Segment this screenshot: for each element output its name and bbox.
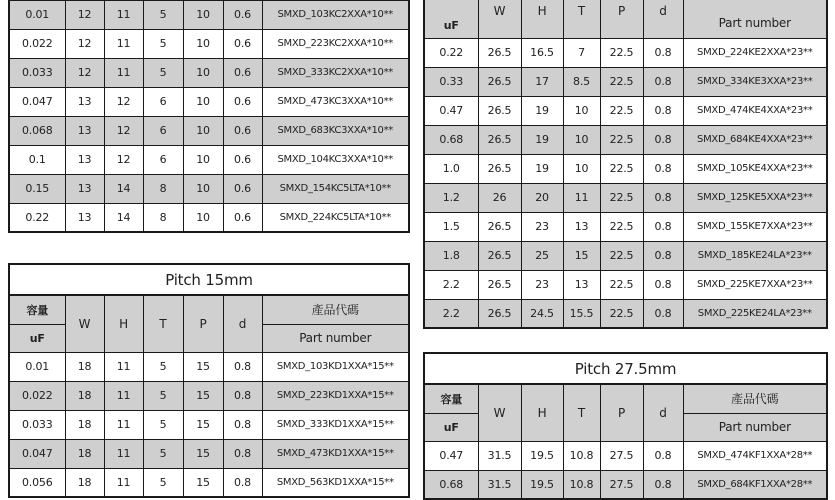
table-row <box>9 87 409 116</box>
h-header: H <box>521 0 563 38</box>
table-row <box>424 38 827 67</box>
part-number-cell: SMXD_334KE3XXA*23** <box>683 67 827 96</box>
t-cell: 5 <box>143 381 183 410</box>
part-header-en: Part number <box>683 413 827 441</box>
table-row <box>9 29 409 58</box>
w-cell: 12 <box>65 29 104 58</box>
h-cell: 23 <box>521 212 563 241</box>
h-cell: 19.5 <box>521 441 563 470</box>
t-cell: 10 <box>563 96 600 125</box>
part-number-cell: SMXD_223KC2XXA*10** <box>262 29 409 58</box>
part-number-cell: SMXD_154KC5LTA*10** <box>262 174 409 203</box>
part-number-cell: SMXD_224KC5LTA*10** <box>262 203 409 232</box>
h-cell: 19 <box>521 96 563 125</box>
h-cell: 12 <box>104 87 143 116</box>
p-header: P <box>600 0 643 38</box>
d-cell: 0.8 <box>643 470 683 499</box>
capacity-cell: 0.22 <box>9 203 65 232</box>
capacity-cell: 0.022 <box>9 381 65 410</box>
table-row <box>424 441 827 470</box>
w-cell: 26.5 <box>478 299 521 328</box>
w-cell: 26.5 <box>478 212 521 241</box>
d-cell: 0.8 <box>643 38 683 67</box>
t-cell: 6 <box>143 145 183 174</box>
d-cell: 0.6 <box>223 145 262 174</box>
t-header: T <box>143 295 183 352</box>
capacity-cell: 0.01 <box>9 0 65 29</box>
w-cell: 26.5 <box>478 270 521 299</box>
h-cell: 25 <box>521 241 563 270</box>
capacity-cell: 0.47 <box>424 441 478 470</box>
t-header: T <box>563 0 600 38</box>
t-header: T <box>563 384 600 441</box>
capacity-cell: 0.033 <box>9 410 65 439</box>
w-cell: 18 <box>65 468 104 497</box>
table-row <box>9 203 409 232</box>
capacity-cell: 1.0 <box>424 154 478 183</box>
t-cell: 6 <box>143 116 183 145</box>
capacity-cell: 0.01 <box>9 352 65 381</box>
part-number-cell: SMXD_105KE4XXA*23** <box>683 154 827 183</box>
table-row <box>424 470 827 499</box>
pitch275-table <box>423 352 828 500</box>
d-cell: 0.8 <box>643 441 683 470</box>
p-cell: 22.5 <box>600 125 643 154</box>
w-cell: 18 <box>65 439 104 468</box>
h-cell: 11 <box>104 352 143 381</box>
d-cell: 0.6 <box>223 174 262 203</box>
t-cell: 8.5 <box>563 67 600 96</box>
capacity-cell: 1.8 <box>424 241 478 270</box>
t-cell: 5 <box>143 58 183 87</box>
part-header-en: Part number <box>262 324 409 352</box>
part-number-cell: SMXD_473KD1XXA*15** <box>262 439 409 468</box>
t-cell: 10.8 <box>563 441 600 470</box>
capacity-cell: 0.68 <box>424 470 478 499</box>
capacity-cell: 0.68 <box>424 125 478 154</box>
w-cell: 26.5 <box>478 241 521 270</box>
w-header: W <box>478 0 521 38</box>
h-cell: 11 <box>104 58 143 87</box>
capacity-unit-header: uF <box>424 0 478 38</box>
capacity-cell: 1.2 <box>424 183 478 212</box>
d-cell: 0.6 <box>223 58 262 87</box>
d-cell: 0.8 <box>643 125 683 154</box>
w-cell: 18 <box>65 352 104 381</box>
w-cell: 13 <box>65 116 104 145</box>
w-cell: 12 <box>65 0 104 29</box>
capacity-cell: 0.068 <box>9 116 65 145</box>
w-cell: 26.5 <box>478 125 521 154</box>
p-cell: 22.5 <box>600 67 643 96</box>
p-cell: 10 <box>183 29 223 58</box>
p-header: P <box>600 384 643 441</box>
pitch15-table <box>8 263 410 498</box>
t-cell: 15.5 <box>563 299 600 328</box>
table-row <box>9 410 409 439</box>
capacity-header-cn: 容量 <box>9 295 65 324</box>
h-cell: 12 <box>104 116 143 145</box>
p-cell: 10 <box>183 87 223 116</box>
part-number-cell: SMXD_474KF1XXA*28** <box>683 441 827 470</box>
capacity-cell: 0.033 <box>9 58 65 87</box>
t-cell: 11 <box>563 183 600 212</box>
w-cell: 13 <box>65 203 104 232</box>
capacity-cell: 1.5 <box>424 212 478 241</box>
w-cell: 31.5 <box>478 441 521 470</box>
h-cell: 19 <box>521 154 563 183</box>
p-cell: 22.5 <box>600 154 643 183</box>
t-cell: 6 <box>143 87 183 116</box>
p-cell: 15 <box>183 468 223 497</box>
capacity-cell: 0.15 <box>9 174 65 203</box>
table-row <box>9 145 409 174</box>
w-header: W <box>65 295 104 352</box>
t-cell: 10 <box>563 125 600 154</box>
part-number-cell: SMXD_684KE4XXA*23** <box>683 125 827 154</box>
t-cell: 8 <box>143 174 183 203</box>
d-cell: 0.8 <box>643 96 683 125</box>
pitch275-table-body <box>424 441 827 499</box>
h-cell: 11 <box>104 439 143 468</box>
h-cell: 11 <box>104 410 143 439</box>
p-cell: 22.5 <box>600 96 643 125</box>
part-number-cell: SMXD_155KE7XXA*23** <box>683 212 827 241</box>
part-number-cell: SMXD_104KC3XXA*10** <box>262 145 409 174</box>
h-header: H <box>104 295 143 352</box>
capacity-cell: 0.1 <box>9 145 65 174</box>
t-cell: 5 <box>143 439 183 468</box>
w-cell: 13 <box>65 174 104 203</box>
d-cell: 0.6 <box>223 29 262 58</box>
p-cell: 27.5 <box>600 441 643 470</box>
t-cell: 5 <box>143 29 183 58</box>
d-cell: 0.8 <box>643 241 683 270</box>
h-cell: 11 <box>104 381 143 410</box>
d-cell: 0.8 <box>643 154 683 183</box>
capacity-unit-header: uF <box>424 413 478 441</box>
capacity-unit-header: uF <box>9 324 65 352</box>
part-number-cell: SMXD_333KD1XXA*15** <box>262 410 409 439</box>
t-cell: 5 <box>143 410 183 439</box>
pitch225-table <box>423 0 828 329</box>
p-cell: 22.5 <box>600 241 643 270</box>
h-cell: 11 <box>104 29 143 58</box>
part-number-cell: SMXD_563KD1XXA*15** <box>262 468 409 497</box>
pitch15-table-body <box>9 352 409 497</box>
t-cell: 7 <box>563 38 600 67</box>
w-cell: 18 <box>65 410 104 439</box>
part-number-cell: SMXD_103KC2XXA*10** <box>262 0 409 29</box>
d-cell: 0.8 <box>643 67 683 96</box>
capacity-cell: 0.056 <box>9 468 65 497</box>
part-number-cell: SMXD_224KE2XXA*23** <box>683 38 827 67</box>
part-number-cell: SMXD_223KD1XXA*15** <box>262 381 409 410</box>
h-cell: 20 <box>521 183 563 212</box>
d-cell: 0.6 <box>223 87 262 116</box>
d-cell: 0.8 <box>643 299 683 328</box>
part-number-cell: SMXD_474KE4XXA*23** <box>683 96 827 125</box>
p-cell: 10 <box>183 203 223 232</box>
p-cell: 10 <box>183 0 223 29</box>
table-row <box>424 154 827 183</box>
t-cell: 15 <box>563 241 600 270</box>
d-cell: 0.6 <box>223 116 262 145</box>
capacity-cell: 0.33 <box>424 67 478 96</box>
h-cell: 11 <box>104 0 143 29</box>
d-header: d <box>643 384 683 441</box>
w-cell: 26.5 <box>478 67 521 96</box>
d-header: d <box>643 0 683 38</box>
part-number-cell: SMXD_125KE5XXA*23** <box>683 183 827 212</box>
capacity-cell: 2.2 <box>424 299 478 328</box>
d-cell: 0.8 <box>223 468 262 497</box>
p-cell: 15 <box>183 381 223 410</box>
w-cell: 18 <box>65 381 104 410</box>
p-cell: 10 <box>183 116 223 145</box>
p-cell: 10 <box>183 174 223 203</box>
capacity-cell: 0.047 <box>9 87 65 116</box>
table-row <box>424 96 827 125</box>
p-cell: 22.5 <box>600 299 643 328</box>
p-cell: 15 <box>183 410 223 439</box>
table-row <box>9 116 409 145</box>
part-number-cell: SMXD_684KF1XXA*28** <box>683 470 827 499</box>
table-row <box>9 0 409 29</box>
t-cell: 8 <box>143 203 183 232</box>
part-header-cn: 產品代碼 <box>262 295 409 324</box>
p-header: P <box>183 295 223 352</box>
table-row <box>424 299 827 328</box>
w-cell: 12 <box>65 58 104 87</box>
t-cell: 10 <box>563 154 600 183</box>
t-cell: 13 <box>563 270 600 299</box>
table-row <box>9 174 409 203</box>
p-cell: 15 <box>183 352 223 381</box>
part-number-cell: SMXD_333KC2XXA*10** <box>262 58 409 87</box>
d-cell: 0.8 <box>223 439 262 468</box>
w-cell: 26.5 <box>478 38 521 67</box>
d-cell: 0.8 <box>223 381 262 410</box>
h-cell: 23 <box>521 270 563 299</box>
capacity-header-cn: 容量 <box>424 384 478 413</box>
d-cell: 0.6 <box>223 203 262 232</box>
t-cell: 10.8 <box>563 470 600 499</box>
h-cell: 19.5 <box>521 470 563 499</box>
table-row <box>424 212 827 241</box>
d-cell: 0.8 <box>643 270 683 299</box>
table-row <box>9 381 409 410</box>
part-header-cn: 產品代碼 <box>683 384 827 413</box>
p-cell: 10 <box>183 145 223 174</box>
capacity-cell: 0.022 <box>9 29 65 58</box>
t-cell: 13 <box>563 212 600 241</box>
d-cell: 0.8 <box>223 410 262 439</box>
table-row <box>9 58 409 87</box>
d-cell: 0.8 <box>643 212 683 241</box>
h-cell: 14 <box>104 203 143 232</box>
capacity-cell: 2.2 <box>424 270 478 299</box>
h-cell: 14 <box>104 174 143 203</box>
table-row <box>424 241 827 270</box>
h-cell: 12 <box>104 145 143 174</box>
part-number-cell: SMXD_473KC3XXA*10** <box>262 87 409 116</box>
part-number-cell: SMXD_225KE7XXA*23** <box>683 270 827 299</box>
w-cell: 26 <box>478 183 521 212</box>
w-cell: 13 <box>65 87 104 116</box>
p-cell: 22.5 <box>600 212 643 241</box>
d-cell: 0.8 <box>643 183 683 212</box>
p-cell: 22.5 <box>600 270 643 299</box>
w-cell: 31.5 <box>478 470 521 499</box>
table-row <box>424 183 827 212</box>
table-row <box>424 270 827 299</box>
d-cell: 0.6 <box>223 0 262 29</box>
part-number-cell: SMXD_225KE24LA*23** <box>683 299 827 328</box>
h-cell: 17 <box>521 67 563 96</box>
h-header: H <box>521 384 563 441</box>
capacity-cell: 0.047 <box>9 439 65 468</box>
d-header: d <box>223 295 262 352</box>
part-number-cell: SMXD_103KD1XXA*15** <box>262 352 409 381</box>
h-cell: 19 <box>521 125 563 154</box>
capacity-cell: 0.47 <box>424 96 478 125</box>
part-number-cell: SMXD_185KE24LA*23** <box>683 241 827 270</box>
p-cell: 22.5 <box>600 38 643 67</box>
p-cell: 22.5 <box>600 183 643 212</box>
pitch225-table-body <box>424 38 827 328</box>
h-cell: 16.5 <box>521 38 563 67</box>
d-cell: 0.8 <box>223 352 262 381</box>
h-cell: 24.5 <box>521 299 563 328</box>
pitch275-title: Pitch 27.5mm <box>424 353 827 384</box>
w-header: W <box>478 384 521 441</box>
table-row <box>424 125 827 154</box>
h-cell: 11 <box>104 468 143 497</box>
p-cell: 15 <box>183 439 223 468</box>
table-row <box>424 67 827 96</box>
w-cell: 26.5 <box>478 96 521 125</box>
part-number-cell: SMXD_683KC3XXA*10** <box>262 116 409 145</box>
table-row <box>9 468 409 497</box>
pitch10-table-body <box>9 0 409 232</box>
p-cell: 10 <box>183 58 223 87</box>
w-cell: 13 <box>65 145 104 174</box>
pitch15-title: Pitch 15mm <box>9 264 409 295</box>
t-cell: 5 <box>143 352 183 381</box>
table-row <box>9 352 409 381</box>
w-cell: 26.5 <box>478 154 521 183</box>
t-cell: 5 <box>143 468 183 497</box>
t-cell: 5 <box>143 0 183 29</box>
capacity-cell: 0.22 <box>424 38 478 67</box>
pitch10-table <box>8 0 410 233</box>
table-row <box>9 439 409 468</box>
p-cell: 27.5 <box>600 470 643 499</box>
part-header-en: Part number <box>683 0 827 38</box>
